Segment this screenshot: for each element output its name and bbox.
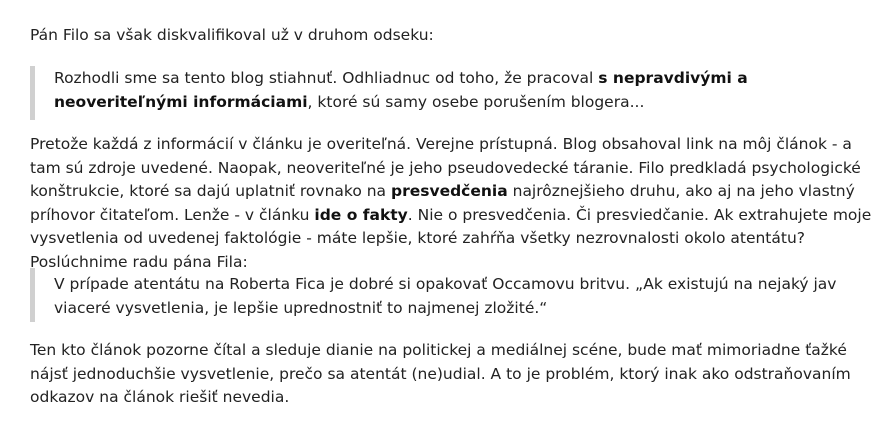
quote-text: , ktoré sú samy osebe porušením blogera... xyxy=(307,92,645,111)
blockquote-paragraph: V prípade atentátu na Roberta Fica je dobré si opakovať Occamovu britvu. „Ak existujú na nejaký jav viaceré vysvetlenia, je lepšie uprednostniť to najmenej zložité.“ xyxy=(54,275,837,317)
quote-bold-text: s nepravdivými a neoveriteľnými informáciami xyxy=(54,69,748,111)
blockquote-blog-removal xyxy=(30,66,875,120)
main-paragraph xyxy=(30,133,875,274)
quote-text: Rozhodli sme sa tento blog stiahnuť. Odhliadnuc od toho, že pracoval xyxy=(54,69,599,87)
blockquote-paragraph xyxy=(54,67,865,114)
bold-text-presvedcenia: presvedčenia xyxy=(390,182,508,200)
blockquote-occam xyxy=(30,268,875,322)
final-paragraph: Ten kto článok pozorne čítal a sleduje dianie na politickej a mediálnej scéne, bude mať mimoriadne ťažké nájsť jednoduchšie vysvetlenie, prečo sa atentát (ne)udial. A to je problém, ktorý inak ako odstraňovaním odkazov na článok riešiť nevedia. xyxy=(30,341,851,406)
bold-text-ide-o-fakty: ide o fakty xyxy=(314,205,408,224)
intro-paragraph: Pán Filo sa však diskvalifikoval už v druhom odseku: xyxy=(30,26,434,44)
paragraph-text: Pretože každá z informácií v článku je overiteľná. Verejne prístupná. Blog obsahoval link na môj článok - a tam sú zdroje uvedené. Naopak, neoveriteľné je jeho pseudovedecké táranie. Filo predkladá psychologické konštrukcie, ktoré sa dajú uplatniť rovnako na xyxy=(30,135,861,200)
paragraph-text: najrôznejšieho druhu, ako aj na jeho vlastný príhovor čitateľom. Lenže - v článku xyxy=(30,182,855,224)
paragraph-text: . Nie o presvedčenia. Či presviedčanie. Ak extrahujete moje vysvetlenia od uvedenej faktológie - máte lepšie, ktoré zahŕňa všetky nezrovnalosti okolo atentátu? Poslúchnime radu pána Fila: xyxy=(30,205,872,271)
